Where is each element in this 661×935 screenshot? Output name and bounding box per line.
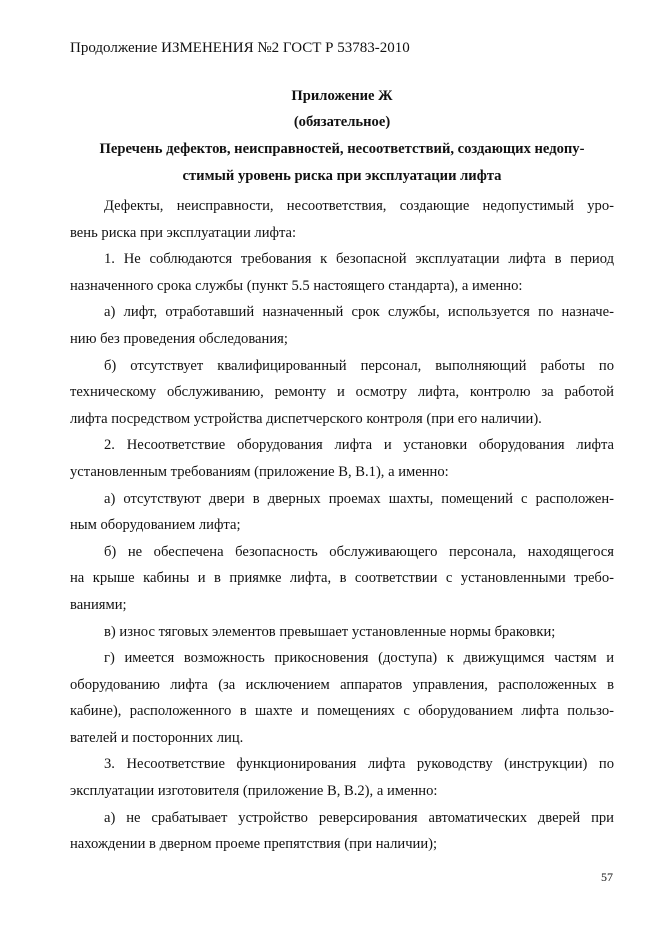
text-line: 2. Несоответствие оборудования лифта и установки оборудования лифта <box>104 437 614 454</box>
text-line: ваниями; <box>70 596 127 613</box>
text-line: вателей и посторонних лиц. <box>70 729 244 746</box>
text-line: кабине), расположенного в шахте и помещениях с оборудованием лифта пользо- <box>70 703 614 720</box>
appendix-heading-line-2: стимый уровень риска при эксплуатации лифта <box>182 168 502 184</box>
text-line: вень риска при эксплуатации лифта: <box>70 224 297 241</box>
text-line: нахождении в дверном проеме препятствия (при наличии); <box>70 836 438 853</box>
text-line: нию без проведения обследования; <box>70 330 288 347</box>
text-line: лифта посредством устройства диспетчерского контроля (при его наличии). <box>70 410 542 427</box>
appendix-heading-line-1: Перечень дефектов, неисправностей, несоответствий, создающих недопу- <box>99 141 585 157</box>
paragraph <box>70 353 614 433</box>
text-line: г) имеется возможность прикосновения (доступа) к движущимся частям и <box>104 650 614 667</box>
text-line: 1. Не соблюдаются требования к безопасной эксплуатации лифта в период <box>104 251 614 268</box>
paragraph <box>70 751 614 804</box>
paragraph <box>70 486 614 539</box>
running-header: Продолжение ИЗМЕНЕНИЯ №2 ГОСТ Р 53783-2010 <box>70 40 410 56</box>
paragraph <box>70 246 614 299</box>
text-line: установленным требованиям (приложение В, В.1), а именно: <box>70 463 449 480</box>
paragraph <box>70 645 614 751</box>
paragraph <box>70 299 614 352</box>
text-line: ным оборудованием лифта; <box>70 517 241 534</box>
text-line: на крыше кабины и в приямке лифта, в соответствии с установленными требо- <box>70 570 614 587</box>
text-line: назначенного срока службы (пункт 5.5 настоящего стандарта), а именно: <box>70 277 523 294</box>
document-body <box>70 193 614 858</box>
paragraph <box>70 619 614 646</box>
text-line: оборудованию лифта (за исключением аппаратов управления, расположенных в <box>70 676 614 693</box>
text-line: а) не срабатывает устройство реверсирования автоматических дверей при <box>104 809 614 826</box>
text-line: Дефекты, неисправности, несоответствия, создающие недопустимый уро- <box>104 198 614 214</box>
text-line: а) отсутствуют двери в дверных проемах шахты, помещений с расположен- <box>104 490 614 507</box>
appendix-status: (обязательное) <box>293 114 391 130</box>
paragraph <box>70 432 614 485</box>
text-line: б) отсутствует квалифицированный персонал, выполняющий работы по <box>104 357 614 374</box>
text-line: 3. Несоответствие функционирования лифта руководству (инструкции) по <box>104 756 614 773</box>
text-line: б) не обеспечена безопасность обслуживающего персонала, находящегося <box>104 543 614 560</box>
paragraph <box>70 539 614 619</box>
appendix-title: Приложение Ж <box>291 88 393 104</box>
paragraph <box>70 805 614 858</box>
text-line: техническому обслуживанию, ремонту и осмотру лифта, контролю за работой <box>70 384 614 401</box>
page-number: 57 <box>601 870 613 884</box>
paragraph <box>70 193 614 246</box>
text-line: а) лифт, отработавший назначенный срок службы, используется по назначе- <box>104 304 614 321</box>
text-line: в) износ тяговых элементов превышает установленные нормы браковки; <box>104 623 556 640</box>
text-line: эксплуатации изготовителя (приложение В, В.2), а именно: <box>70 783 438 800</box>
